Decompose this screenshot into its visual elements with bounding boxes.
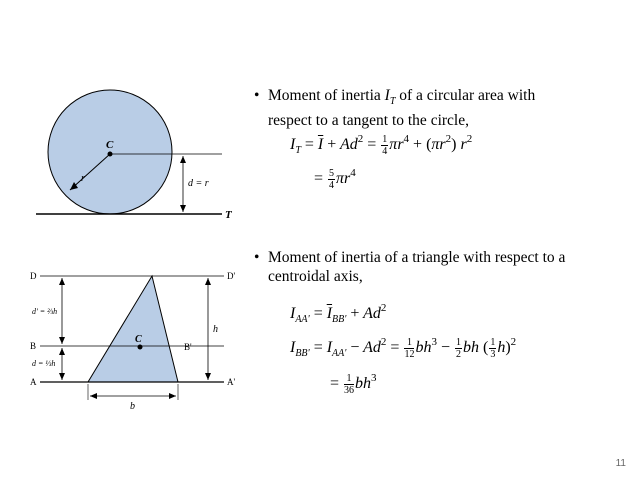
equation-triangle-3: = $\frac{1}{36}$ $bh^3$ (330, 372, 377, 396)
label-d-upper: d' = ⅔h (32, 307, 58, 316)
circle-radius-label: r (81, 173, 85, 184)
triangle-figure (28, 262, 258, 412)
equation-tangent-1: $I_T = \overline{I} + Ad^2$ = $\frac{1}{4}$ $\pi r^4 + (\pi r^2)$ $r^2$ (290, 133, 473, 157)
bullet-triangle-line2: centroidal axis, (268, 268, 363, 285)
label-centroid: C (135, 334, 142, 345)
circle-center-label: C (106, 139, 114, 151)
label-d: D (30, 271, 37, 281)
equation-tangent-2: = $\frac{5}{4}$ $\pi r^4$ (314, 167, 356, 191)
equation-triangle-1: $I_{AA'} = \overline{I}_{BB'} + Ad^2$ (290, 302, 387, 325)
label-base: b (130, 401, 135, 412)
label-b-prime: B' (184, 342, 192, 352)
bullet-dot: • (254, 87, 260, 104)
label-height: h (213, 324, 218, 335)
bullet-triangle (254, 248, 628, 286)
bullet-triangle-line1: Moment of inertia of a triangle with respect to a (268, 249, 566, 266)
triangle-area (88, 276, 178, 382)
label-a-prime: A' (227, 377, 236, 387)
equation-triangle-2: $I_{BB'} = I_{AA'} - Ad^2$ = $\frac{1}{12}$ $bh^3$ − $\frac{1}{2}$ bh ( $\frac{1}{3}$ h)$^2$ (290, 336, 517, 360)
bullet-tangent-line2: respect to a tangent to the circle, (268, 112, 469, 129)
bullet-tangent-line1: Moment of inertia $I_T$ of a circular area with (268, 87, 536, 107)
circle-figure (8, 68, 248, 228)
circle-distance-label: d = r (188, 178, 209, 189)
label-a: A (30, 377, 37, 387)
label-d-lower: d = ⅓h (32, 359, 56, 368)
tangent-label: T (225, 209, 232, 221)
label-b: B (30, 341, 37, 351)
bullet-dot: • (254, 249, 260, 266)
page-number: 11 (615, 458, 626, 469)
bullet-tangent (254, 86, 628, 130)
label-d-prime: D' (227, 271, 236, 281)
